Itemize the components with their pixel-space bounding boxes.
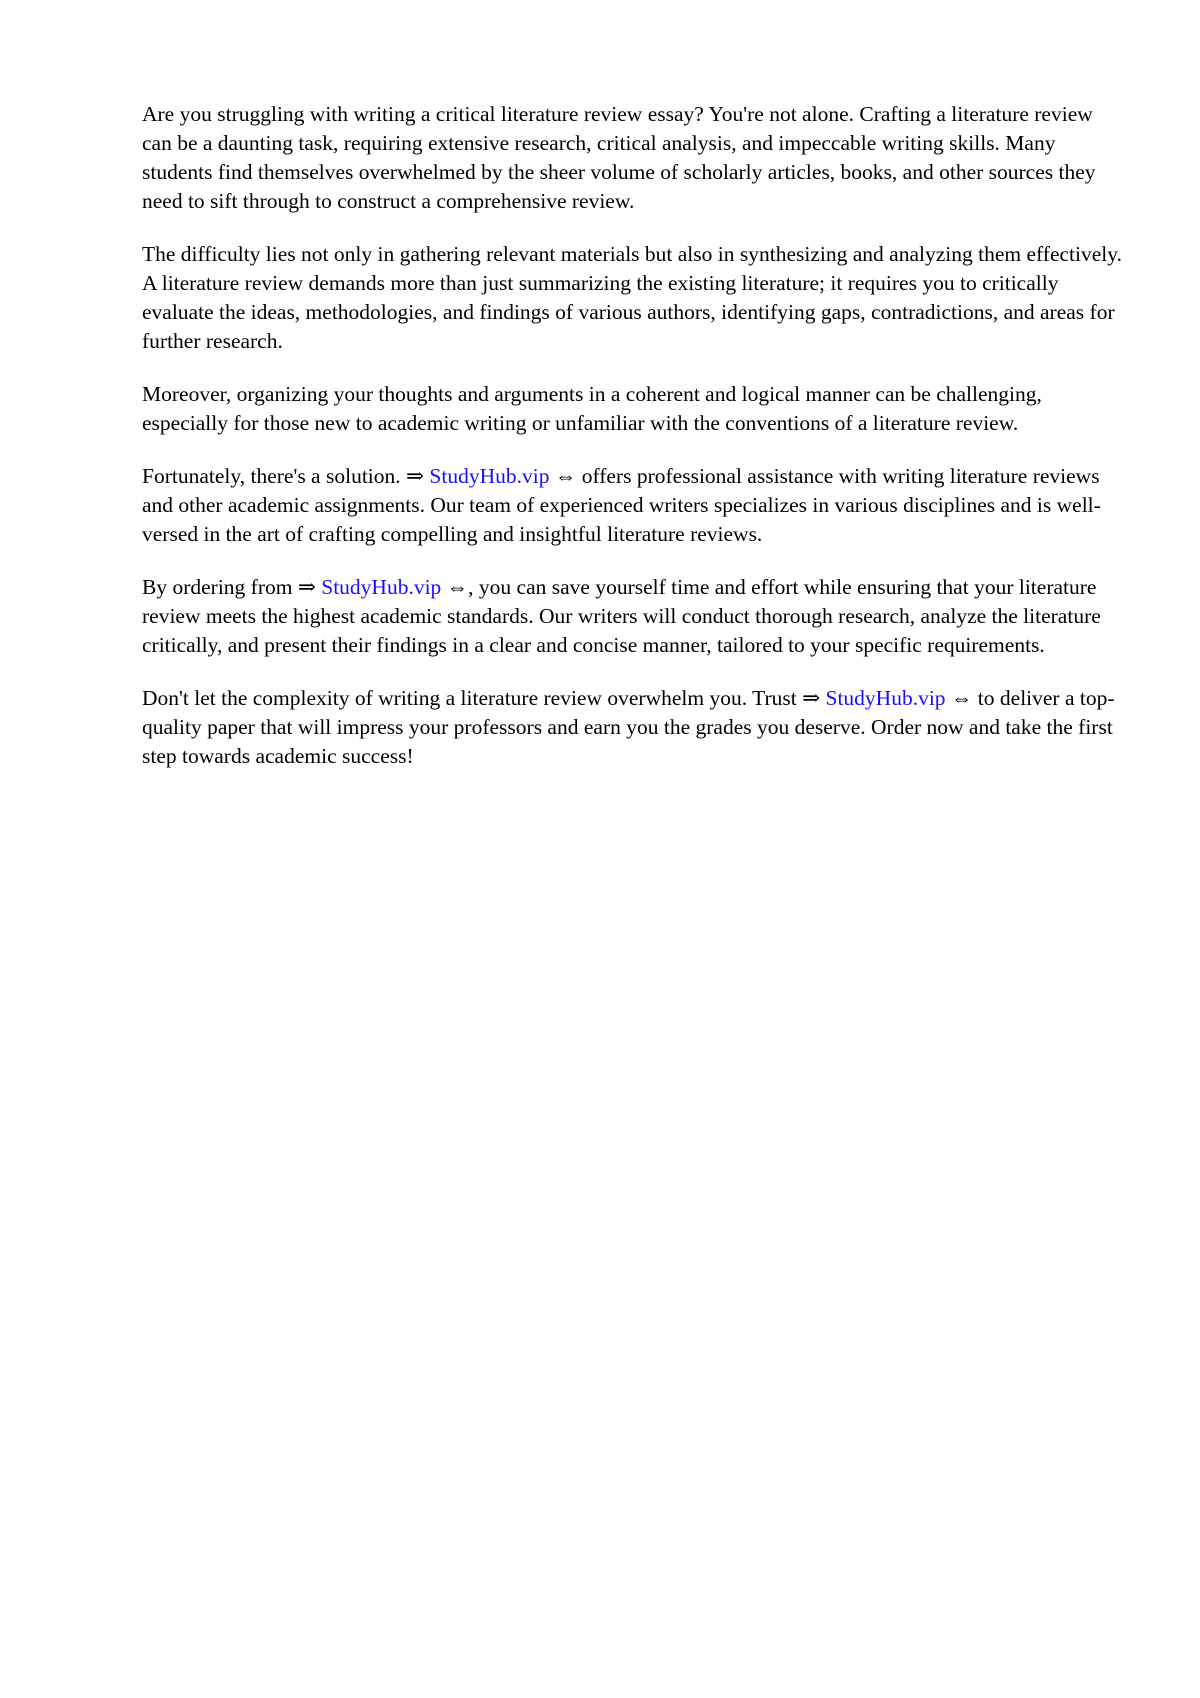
paragraph-text-after: ⇔, you can save yourself time and effort while ensuring that your literature review meets the highest academic standards. Our writers will conduct thorough research, analyze the literature critically, and present their findings in a clear and concise manner, tailored to your specific requirements. xyxy=(142,575,1101,657)
paragraph-organizing xyxy=(142,380,1122,438)
paragraph-text-before: Fortunately, there's a solution. ⇒ xyxy=(142,464,430,488)
paragraph-ordering xyxy=(142,573,1122,660)
paragraph-intro xyxy=(142,100,1122,216)
paragraph-text: Are you struggling with writing a critical literature review essay? You're not alone. Crafting a literature review can be a daunting task, requiring extensive research, critical analysis, and impeccable writing skills. Many students find themselves overwhelmed by the sheer volume of scholarly articles, books, and other sources they need to sift through to construct a comprehensive review. xyxy=(142,102,1096,213)
studyhub-link[interactable]: StudyHub.vip xyxy=(429,464,550,488)
paragraph-text: The difficulty lies not only in gathering relevant materials but also in synthesizing and analyzing them effectively. A literature review demands more than just summarizing the existing literature; it requires you to critically evaluate the ideas, methodologies, and findings of various authors, identifying gaps, contradictions, and areas for further research. xyxy=(142,242,1122,353)
document-body xyxy=(142,100,1122,795)
studyhub-link[interactable]: StudyHub.vip xyxy=(321,575,442,599)
paragraph-text: Moreover, organizing your thoughts and arguments in a coherent and logical manner can be challenging, especially for those new to academic writing or unfamiliar with the conventions of a literature review. xyxy=(142,382,1042,435)
paragraph-closing xyxy=(142,684,1122,771)
paragraph-text-after: ⇔ to deliver a top-quality paper that will impress your professors and earn you the grades you deserve. Order now and take the first step towards academic success! xyxy=(142,686,1115,768)
paragraph-solution xyxy=(142,462,1122,549)
paragraph-text-before: By ordering from ⇒ xyxy=(142,575,322,599)
studyhub-link[interactable]: StudyHub.vip xyxy=(825,686,946,710)
paragraph-text-after: ⇔ offers professional assistance with writing literature reviews and other academic assignments. Our team of experienced writers specializes in various disciplines and is well-versed in the art of crafting compelling and insightful literature reviews. xyxy=(142,464,1101,546)
paragraph-difficulty xyxy=(142,240,1122,356)
paragraph-text-before: Don't let the complexity of writing a literature review overwhelm you. Trust ⇒ xyxy=(142,686,826,710)
